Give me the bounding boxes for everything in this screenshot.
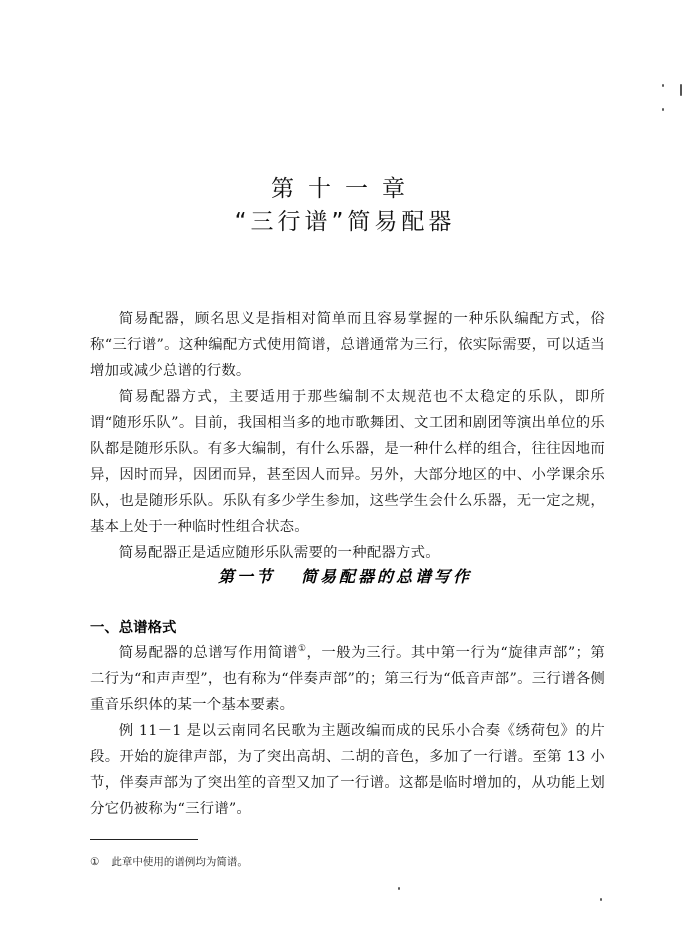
section-text xyxy=(90,640,605,822)
subsection-heading: 一、总谱格式 xyxy=(90,620,177,636)
scan-speck xyxy=(662,108,664,111)
chapter-title: “三行谱”简易配器 xyxy=(234,209,456,235)
paragraph: 简易配器，顾名思义是指相对简单而且容易掌握的一种乐队编配方式，俗称“三行谱”。这种编配方式使用简谱，总谱通常为三行，依实际需要，可以适当增加或减少总谱的行数。 xyxy=(90,311,605,379)
section-number: 第一节 xyxy=(217,567,275,586)
paragraph-text: 简易配器的总谱写作用简谱 xyxy=(118,645,298,661)
scan-speck xyxy=(398,887,400,890)
paragraph: 例 11－1 是以云南同名民歌为主题改编而成的民乐小合奏《绣荷包》的片段。开始的旋律声部，为了突出高胡、二胡的音色，多加了一行谱。至第 13 小节，伴奏声部为了突出笙的音型又加了一行谱。这都是临时增加的，从功能上划分它仍被称为“三行谱”。 xyxy=(90,723,605,817)
scan-speck xyxy=(662,84,664,87)
footnote-mark: ① xyxy=(90,856,100,868)
intro-text xyxy=(90,306,605,566)
paragraph: 简易配器正是适应随形乐队需要的一种配器方式。 xyxy=(118,545,440,561)
footnote-divider xyxy=(90,839,198,840)
chapter-number: 第十一章 xyxy=(271,176,419,202)
scan-speck xyxy=(680,84,682,96)
paragraph-text: ，一般为三行。其中第一行为“旋律声部”；第二行为“和声声型”，也有称为“伴奏声部”的；第三行为“低音声部”。三行谱各侧重音乐织体的某一个基本要素。 xyxy=(90,645,605,713)
footnote xyxy=(90,854,248,869)
footnote-reference[interactable]: ① xyxy=(297,644,307,655)
section-title: 简易配器的总谱写作 xyxy=(301,567,473,586)
footnote-text: 此章中使用的谱例均为简谱。 xyxy=(111,856,248,868)
scan-speck xyxy=(600,898,602,901)
paragraph xyxy=(90,640,605,718)
section-heading xyxy=(0,564,690,587)
paragraph: 简易配器方式，主要适用于那些编制不太规范也不太稳定的乐队，即所谓“随形乐队”。目前，我国相当多的地市歌舞团、文工团和剧团等演出单位的乐队都是随形乐队。有多大编制，有什么乐器，是一种什么样的组合，往往因地而异，因时而异，因团而异，甚至因人而异。另外，大部分地区的中、小学课余乐队，也是随形乐队。乐队有多少学生参加，这些学生会什么乐器，无一定之规，基本上处于一种临时性组合状态。 xyxy=(90,389,605,535)
